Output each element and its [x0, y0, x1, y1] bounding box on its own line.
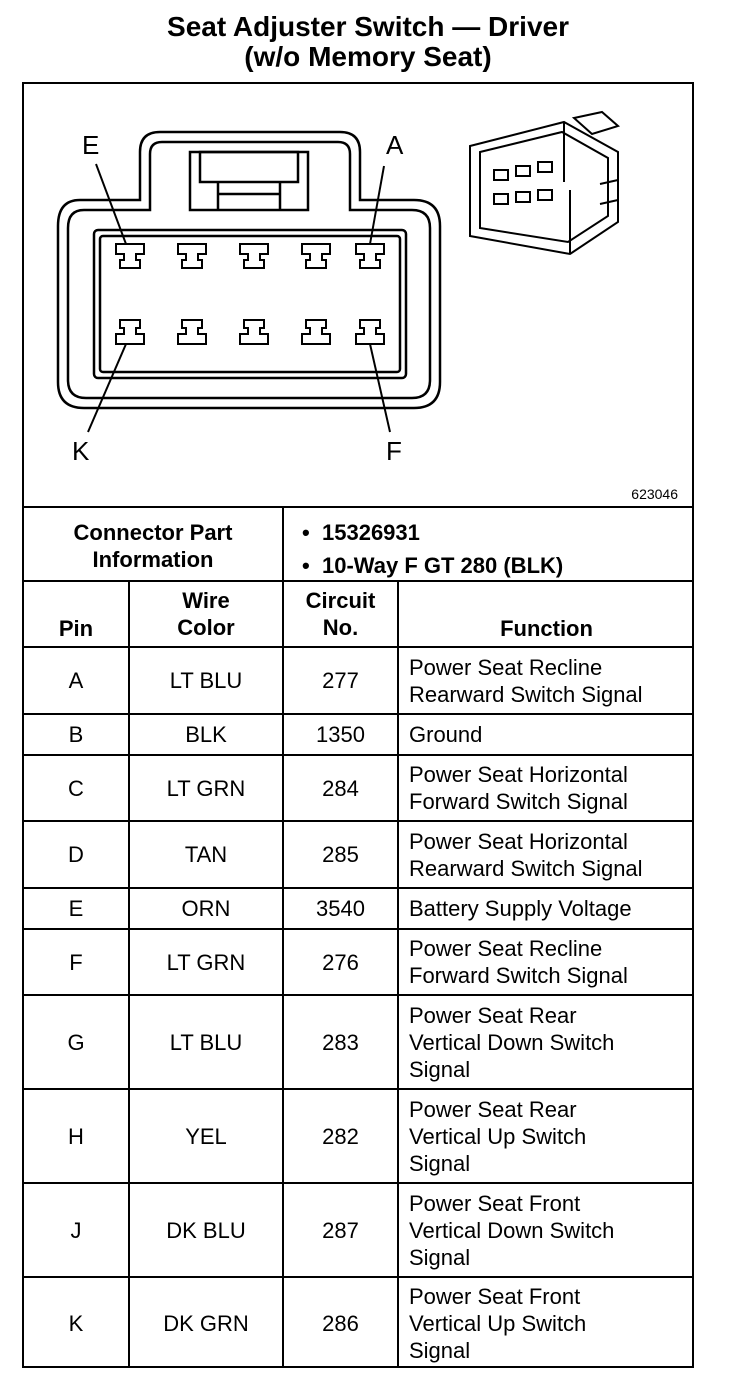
row-g-function: Power Seat Rear Vertical Down Switch Signal	[409, 1002, 615, 1082]
row-d-pin: D	[68, 842, 84, 867]
row-b-function: Ground	[409, 722, 483, 747]
row-f-color: LT GRN	[166, 949, 246, 975]
page-title: Seat Adjuster Switch — Driver	[167, 11, 569, 42]
row-a-color: LT BLU	[169, 668, 243, 693]
header-function: Function	[500, 616, 593, 641]
row-c-circuit: 284	[322, 775, 359, 801]
row-h-color: YEL	[185, 1123, 227, 1149]
row-a-function: Power Seat Recline Rearward Switch Signal	[409, 654, 643, 707]
row-c-color: LT GRN	[166, 775, 246, 801]
row-k-color: DK GRN	[163, 1310, 249, 1336]
pin-label-e: E	[82, 130, 100, 160]
connector-info-label: Connector Part Information	[73, 520, 233, 572]
figure-id: 623046	[631, 486, 678, 502]
row-e-circuit: 3540	[316, 896, 365, 921]
rule	[282, 506, 284, 582]
row-e-color: ORN	[181, 896, 231, 921]
connector-drawing	[22, 82, 694, 508]
row-j-pin: J	[70, 1217, 82, 1243]
row-f-circuit: 276	[322, 949, 359, 975]
header-circuit: Circuit No.	[305, 588, 376, 640]
row-f-function: Power Seat Recline Forward Switch Signal	[409, 936, 628, 988]
row-k-function: Power Seat Front Vertical Up Switch Signal	[409, 1283, 587, 1363]
page-subtitle: (w/o Memory Seat)	[244, 41, 492, 72]
row-j-circuit: 287	[322, 1217, 359, 1243]
pin-label-k: K	[72, 436, 90, 466]
row-j-color: DK BLU	[166, 1217, 246, 1243]
row-d-color: TAN	[184, 842, 228, 867]
row-c-function: Power Seat Horizontal Forward Switch Signal	[409, 762, 628, 814]
row-a-circuit: 277	[322, 668, 359, 693]
pin-label-a: A	[386, 130, 404, 160]
row-g-pin: G	[67, 1029, 85, 1055]
top-terminals	[116, 244, 384, 268]
row-a-pin: A	[68, 668, 84, 693]
leader-f	[370, 344, 390, 432]
row-h-function: Power Seat Rear Vertical Up Switch Signal	[409, 1096, 587, 1176]
rule	[22, 506, 694, 508]
row-j-function: Power Seat Front Vertical Down Switch Signal	[409, 1190, 615, 1270]
row-g-circuit: 283	[322, 1029, 359, 1055]
connector-iso-view	[470, 112, 618, 254]
leader-e	[96, 164, 126, 244]
row-f-pin: F	[69, 949, 83, 975]
row-e-function: Battery Supply Voltage	[409, 896, 632, 921]
connector-part-number: • 15326931	[322, 516, 563, 549]
row-c-pin: C	[68, 775, 84, 801]
connector-info-list	[322, 516, 563, 582]
leader-a	[370, 166, 384, 244]
row-h-circuit: 282	[322, 1123, 359, 1149]
row-d-circuit: 285	[322, 842, 359, 867]
row-b-circuit: 1350	[316, 722, 365, 747]
row-e-pin: E	[68, 896, 84, 921]
header-pin: Pin	[58, 616, 94, 641]
connector-type: • 10-Way F GT 280 (BLK)	[322, 549, 563, 582]
pin-label-f: F	[386, 436, 402, 466]
connector-figure	[22, 82, 694, 508]
row-b-color: BLK	[185, 722, 227, 747]
row-h-pin: H	[68, 1123, 84, 1149]
row-b-pin: B	[68, 722, 84, 747]
row-k-circuit: 286	[322, 1310, 359, 1336]
row-k-pin: K	[68, 1310, 84, 1336]
header-wire-color: Wire Color	[177, 588, 235, 640]
row-g-color: LT BLU	[169, 1029, 243, 1055]
bottom-terminals	[116, 320, 384, 344]
row-d-function: Power Seat Horizontal Rearward Switch Signal	[409, 828, 643, 881]
